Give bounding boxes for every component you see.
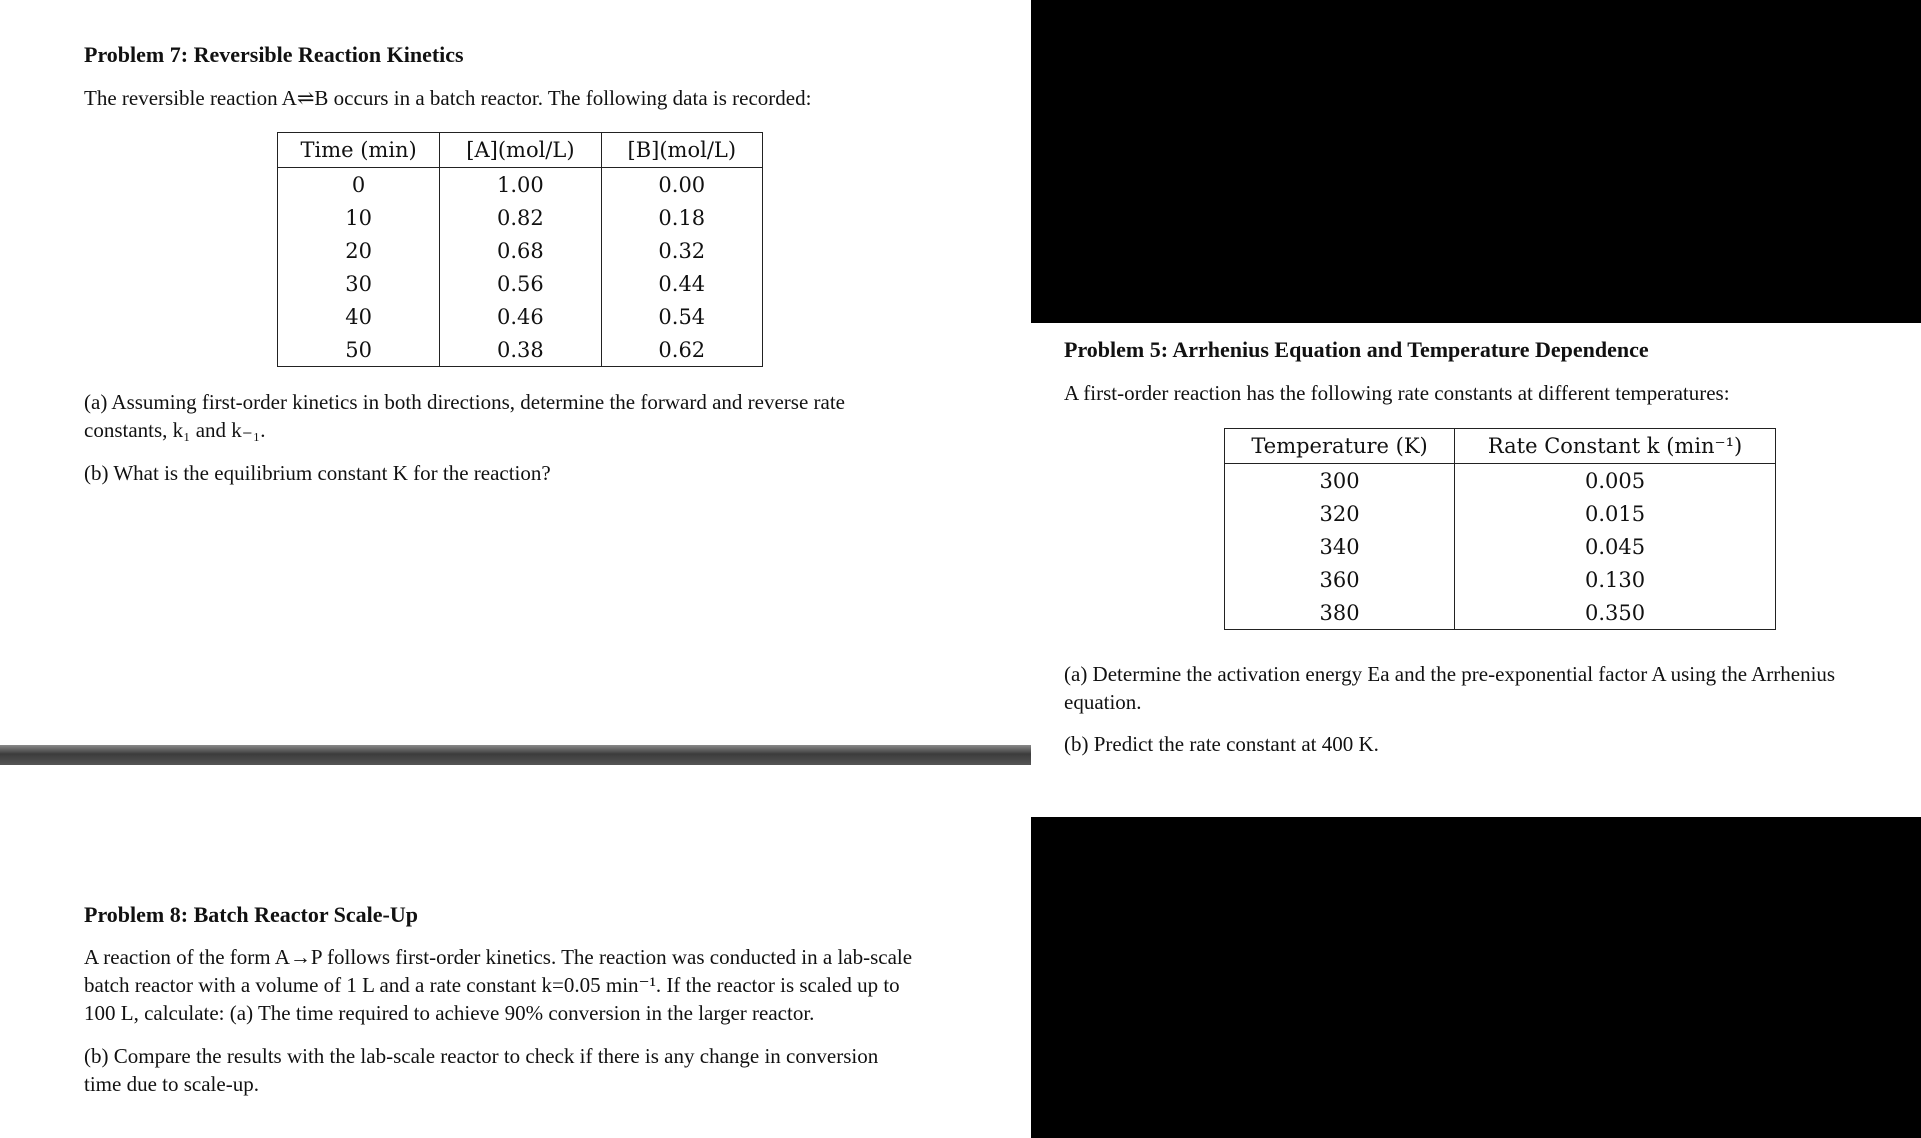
table-cell: 10 (278, 201, 440, 234)
table-cell: 380 (1225, 596, 1455, 630)
table-header-row (278, 133, 763, 168)
table-cell: 0.00 (601, 168, 762, 202)
problem8-para-line3: 100 L, calculate: (a) The time required to achieve 90% conversion in the larger reactor. (84, 1001, 815, 1025)
problem7-data-table (277, 132, 763, 367)
table-row (1225, 464, 1776, 498)
table-row (278, 333, 763, 367)
table-cell: 30 (278, 267, 440, 300)
column-header-time: Time (min) (278, 133, 440, 168)
table-cell: 0 (278, 168, 440, 202)
problem8-title: Problem 8: Batch Reactor Scale-Up (84, 902, 419, 927)
problem7-part-a-line1: (a) Assuming first-order kinetics in both directions, determine the forward and reverse rate (84, 390, 845, 414)
problem5-part-b: (b) Predict the rate constant at 400 K. (1064, 732, 1379, 756)
problem5-part-a-line2: equation. (1064, 690, 1142, 714)
problem5-title: Problem 5: Arrhenius Equation and Temperature Dependence (1064, 337, 1649, 362)
table-header-row (1225, 429, 1776, 464)
table-cell: 0.015 (1455, 497, 1776, 530)
table-cell: 0.350 (1455, 596, 1776, 630)
problem7-part-b: (b) What is the equilibrium constant K for the reaction? (84, 461, 551, 485)
problem8-part-b-line2: time due to scale-up. (84, 1072, 259, 1096)
page-divider-bar (0, 745, 1031, 765)
table-cell: 0.130 (1455, 563, 1776, 596)
column-header-temperature: Temperature (K) (1225, 429, 1455, 464)
table-cell: 0.68 (440, 234, 601, 267)
table-cell: 20 (278, 234, 440, 267)
problem7-part-a-line2: constants, k₁ and k₋₁. (84, 418, 266, 442)
problem8-para-line1: A reaction of the form A→P follows first-order kinetics. The reaction was conducted in a lab-scale (84, 945, 913, 969)
table-cell: 0.62 (601, 333, 762, 367)
table-cell: 0.44 (601, 267, 762, 300)
table-cell: 0.82 (440, 201, 601, 234)
table-cell: 0.32 (601, 234, 762, 267)
table-cell: 0.38 (440, 333, 601, 367)
table-cell: 340 (1225, 530, 1455, 563)
table-row (1225, 497, 1776, 530)
table-cell: 0.54 (601, 300, 762, 333)
table-cell: 0.045 (1455, 530, 1776, 563)
table-row (278, 201, 763, 234)
column-header-b: [B](mol/L) (601, 133, 762, 168)
column-header-a: [A](mol/L) (440, 133, 601, 168)
problem5-intro: A first-order reaction has the following rate constants at different temperatures: (1064, 381, 1730, 405)
redacted-region-bottom-right (1031, 817, 1921, 1138)
table-row (278, 300, 763, 333)
table-row (278, 234, 763, 267)
table-cell: 300 (1225, 464, 1455, 498)
table-row (1225, 563, 1776, 596)
table-cell: 360 (1225, 563, 1455, 596)
problem7-intro: The reversible reaction A⇌B occurs in a batch reactor. The following data is recorded: (84, 86, 812, 110)
problem8-part-b-line1: (b) Compare the results with the lab-scale reactor to check if there is any change in conversion (84, 1044, 879, 1068)
problem5-part-a-line1: (a) Determine the activation energy Ea and the pre-exponential factor A using the Arrhenius (1064, 662, 1836, 686)
table-row (278, 267, 763, 300)
table-cell: 320 (1225, 497, 1455, 530)
table-cell: 40 (278, 300, 440, 333)
redacted-region-top-right (1031, 0, 1921, 323)
problem8-para-line2: batch reactor with a volume of 1 L and a rate constant k=0.05 min⁻¹. If the reactor is scaled up to (84, 973, 900, 997)
table-cell: 0.56 (440, 267, 601, 300)
table-row (1225, 596, 1776, 630)
table-row (1225, 530, 1776, 563)
table-cell: 0.46 (440, 300, 601, 333)
problem7-title: Problem 7: Reversible Reaction Kinetics (84, 42, 464, 67)
table-row (278, 168, 763, 202)
table-cell: 0.18 (601, 201, 762, 234)
table-cell: 1.00 (440, 168, 601, 202)
table-cell: 0.005 (1455, 464, 1776, 498)
table-cell: 50 (278, 333, 440, 367)
column-header-rate-constant: Rate Constant k (min⁻¹) (1455, 429, 1776, 464)
problem5-rate-table (1224, 428, 1776, 630)
